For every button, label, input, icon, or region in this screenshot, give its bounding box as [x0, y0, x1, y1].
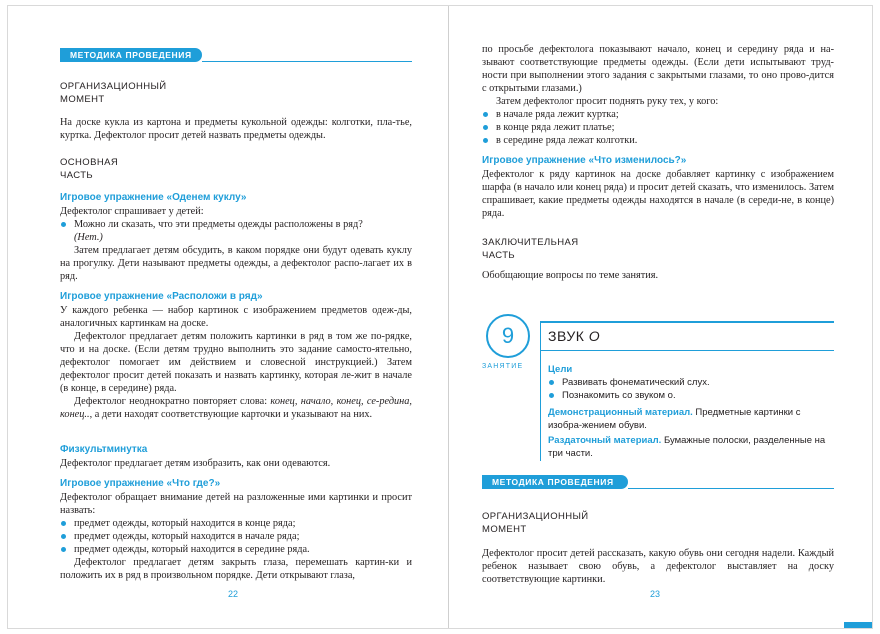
paragraph: Дефектолог к ряду картинок на доске добавляет картинку с изображением шарфа (в начало или конец ряда) и просит детей сказать, что изменилось. Затем спрашивает, какие предметы одежды находятся в начале (в середи-не, в конце) ряда. — [482, 169, 834, 219]
bullet-list — [60, 218, 412, 244]
paragraph: Дефектолог обращает внимание детей на разложенные ими картинки и просит назвать: — [60, 492, 412, 516]
paragraph: Дефектолог предлагает детям изобразить, как они одеваются. — [60, 458, 331, 469]
heading-line: МОМЕНТ — [482, 524, 527, 535]
section-heading — [482, 236, 579, 262]
page-number: 22 — [228, 589, 239, 599]
exercise-title: Игровое упражнение «Что изменилось?» — [482, 155, 687, 166]
paragraph: Дефектолог спрашивает у детей: — [60, 206, 204, 217]
lesson-side-rule — [540, 321, 541, 461]
book-fold — [448, 6, 449, 628]
paragraph: Затем предлагает детям обсудить, в каком порядке они будут одевать куклу на прогулку. Дети называют предметы одежды, а дефектолог распо-лагает их в ряд. — [60, 245, 412, 282]
heading-line: МОМЕНТ — [60, 94, 105, 105]
paragraph: Затем дефектолог просит поднять руку тех, у кого: — [496, 96, 719, 107]
book-spread — [8, 6, 872, 628]
bullet-dot-icon — [61, 547, 66, 552]
list-item: Развивать фонематический слух. — [548, 376, 834, 389]
goals-list — [548, 376, 834, 402]
heading-line: ЧАСТЬ — [482, 250, 516, 261]
exercise-title: Игровое упражнение «Что где?» — [60, 478, 221, 489]
lesson-label: ЗАНЯТИЕ — [482, 363, 524, 370]
list-item: предмет одежды, который находится в середине ряда. — [60, 543, 412, 556]
list-item: предмет одежды, который находится в конце ряда; — [60, 517, 412, 530]
goals-label: Цели — [548, 364, 573, 375]
handout-material: Раздаточный материал. Бумажные полоски, разделенные на три части. — [548, 435, 826, 459]
paragraph: Дефектолог предлагает детям положить картинки в ряд в том же по-рядке, что и на доске. (Если детям трудно выполнить это задание самосто-ятельно, дефектолог помогает им действием и словесной инструкцией.) Затем дефектолог просит детей показать и назвать картинку, которая ле-жит в начале (в конце, в середине) ряда. — [60, 331, 412, 394]
list-item: в начале ряда лежит куртка; — [482, 108, 834, 121]
bullet-dot-icon — [483, 138, 488, 143]
bullet-list — [482, 108, 834, 147]
lesson-number-badge: 9 — [486, 314, 530, 358]
heading-line: ЧАСТЬ — [60, 170, 94, 181]
banner-rule — [202, 61, 412, 62]
paragraph: Обобщающие вопросы по теме занятия. — [482, 270, 659, 281]
lesson-title-rule — [540, 350, 834, 351]
exercise-title: Игровое упражнение «Расположи в ряд» — [60, 291, 263, 302]
list-item: предмет одежды, который находится в начале ряда; — [60, 530, 412, 543]
heading-line: ОРГАНИЗАЦИОННЫЙ — [482, 511, 589, 522]
page-left — [60, 6, 412, 628]
heading-line: ЗАКЛЮЧИТЕЛЬНАЯ — [482, 237, 579, 248]
section-banner: МЕТОДИКА ПРОВЕДЕНИЯ — [60, 48, 202, 62]
paragraph: Дефектолог просит детей рассказать, какую обувь они сегодня надели. Каждый ребенок называет свою обувь, а дефектолог выставляет на доску соответствующие картинки. — [482, 548, 834, 585]
lesson-title: ЗВУК О — [548, 328, 601, 344]
bullet-dot-icon — [549, 380, 554, 385]
list-item: Познакомить со звуком о. — [548, 389, 834, 402]
paragraph: У каждого ребенка — набор картинок с изображением предметов одеж-ды, аналогичных картинкам на доске. — [60, 305, 412, 329]
paragraph: Дефектолог предлагает детям закрыть глаза, перемешать картин-ки и положить их в ряд в произвольном порядке. Дети открывают глаза, — [60, 557, 412, 581]
lesson-top-rule — [540, 321, 834, 323]
paragraph: На доске кукла из картона и предметы кукольной одежды: колготки, пла-тье, куртка. Дефектолог просит детей назвать предметы одежды. — [60, 117, 412, 141]
list-item: Можно ли сказать, что эти предметы одежды расположены в ряд? (Нет.) — [60, 218, 412, 244]
banner-rule — [628, 488, 834, 489]
corner-tab — [844, 622, 872, 628]
heading-line: ОРГАНИЗАЦИОННЫЙ — [60, 81, 167, 92]
exercise-title: Физкультминутка — [60, 444, 148, 455]
demo-material: Демонстрационный материал. Предметные картинки с изобра-жением обуви. — [548, 407, 801, 431]
page-number: 23 — [650, 589, 661, 599]
bullet-list — [60, 517, 412, 556]
section-heading — [60, 80, 167, 106]
bullet-dot-icon — [549, 393, 554, 398]
heading-line: ОСНОВНАЯ — [60, 157, 119, 168]
paragraph: Дефектолог неоднократно повторяет слова: конец, начало, конец, се-редина, конец.., а дети находят соответствующие карточки и указывают на них. — [60, 396, 413, 420]
bullet-dot-icon — [61, 534, 66, 539]
answer-text: (Нет.) — [74, 232, 103, 243]
list-item: в конце ряда лежит платье; — [482, 121, 834, 134]
section-heading — [482, 510, 589, 536]
page-right — [482, 6, 834, 628]
section-banner: МЕТОДИКА ПРОВЕДЕНИЯ — [482, 475, 628, 489]
bullet-dot-icon — [61, 521, 66, 526]
bullet-dot-icon — [483, 112, 488, 117]
bullet-dot-icon — [483, 125, 488, 130]
paragraph: по просьбе дефектолога показывают начало, конец и середину ряда и на-зывают соответствующие предметы одежды. (Если дети испытывают труд-ности при выполнении этого задания с закрытыми глазами, то оно прово-дится с открытыми глазами.) — [482, 44, 834, 94]
list-item: в середине ряда лежат колготки. — [482, 134, 834, 147]
section-heading — [60, 156, 118, 182]
exercise-title: Игровое упражнение «Оденем куклу» — [60, 192, 247, 203]
bullet-dot-icon — [61, 222, 66, 227]
